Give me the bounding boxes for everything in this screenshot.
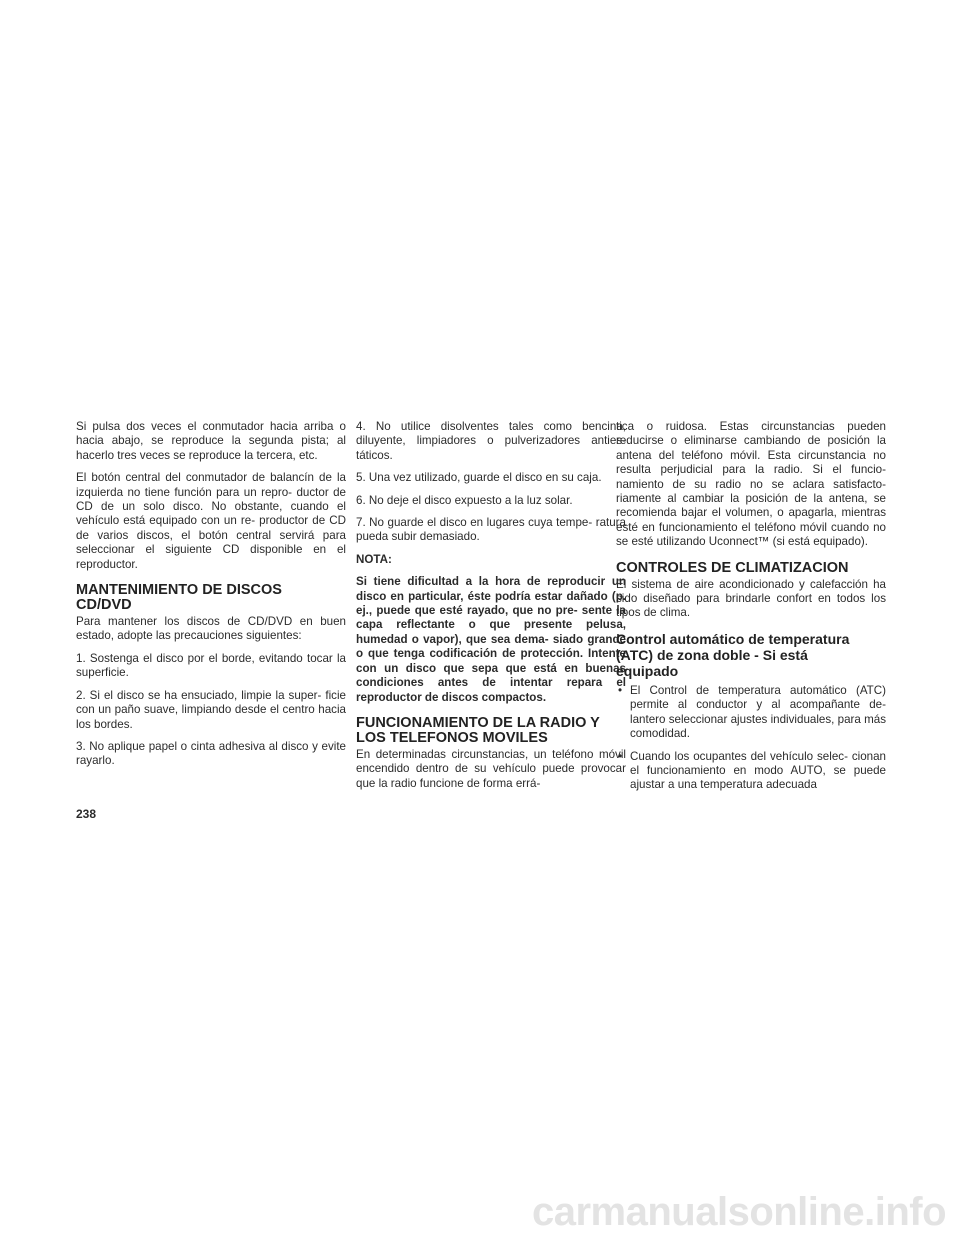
paragraph: El sistema de aire acondicionado y calefacción ha sido diseñado para brindarle confort en todos los tipos de clima.: [616, 577, 886, 620]
heading-line: (ATC) de zona doble - Si está: [616, 646, 808, 663]
bullet-list: [616, 684, 886, 793]
list-item: 1. Sostenga el disco por el borde, evitando tocar la superficie.: [76, 651, 346, 680]
list-item: 5. Una vez utilizado, guarde el disco en su caja.: [356, 471, 602, 485]
paragraph: tica o ruidosa. Estas circunstancias pueden reducirse o eliminarse cambiando de posición la antena del teléfono móvil. Esta circunstancia no resulta perjudicial para la radio. Si el funcio- namiento de su radio no se aclara satisfacto- riamente al cambiar la posición de la antena, se recomienda bajar el volumen, o apagarla, mientras esté en funcionamiento el teléfono móvil cuando no se esté utilizando Uconnect™ (si está equipado).: [616, 420, 886, 549]
heading-line: equipado: [616, 662, 679, 679]
text-column-3: [616, 420, 886, 801]
note-label: NOTA:: [356, 552, 392, 566]
text-column-1: [76, 420, 346, 777]
heading-line: MANTENIMIENTO DE DISCOS: [76, 582, 282, 599]
paragraph: Para mantener los discos de CD/DVD en buen estado, adopte las precauciones siguientes:: [76, 615, 346, 643]
list-item: 3. No aplique papel o cinta adhesiva al disco y evite rayarlo.: [76, 739, 346, 768]
list-item: 2. Si el disco se ha ensuciado, limpie la super- ficie con un paño suave, limpiando desde el centro hacia los bordes.: [76, 688, 346, 731]
page-number: 238: [76, 807, 97, 821]
heading-line: CD/DVD: [76, 597, 132, 614]
paragraph: En determinadas circunstancias, un teléfono móvil encendido dentro de su vehículo puede provocar que la radio funcione de forma errá-: [356, 747, 626, 790]
text-column-2: [356, 420, 626, 799]
section-heading: CONTROLES DE CLIMATIZACION: [616, 559, 849, 576]
list-item: 6. No deje el disco expuesto a la luz solar.: [356, 493, 573, 507]
note-text: Si tiene dificultad a la hora de reproducir un disco en particular, éste podría estar dañado (p. ej., puede que esté rayado, que no pre- sente la capa reflectante o que presente pelusa, humedad o vapor), que sea dema- siado grande o que tenga codificación de protección. Intente con un disco que sepa que está en buenas condiciones antes de intentar repara el reproductor de discos compactos.: [356, 575, 626, 704]
heading-line: Control automático de temperatura: [616, 630, 850, 647]
heading-line: LOS TELEFONOS MOVILES: [356, 729, 548, 746]
heading-line: FUNCIONAMIENTO DE LA RADIO Y: [356, 714, 600, 731]
paragraph: El botón central del conmutador de balancín de la izquierda no tiene función para un repro- ductor de CD de un solo disco. No obstante, cuando el vehículo está equipado con un re- productor de CD de varios discos, el botón central servirá para seleccionar el siguiente CD disponible en el reproductor.: [76, 471, 346, 571]
section-heading: [76, 583, 346, 613]
subsection-heading: [616, 631, 886, 679]
bullet-item: • El Control de temperatura automático (ATC) permite al conductor y al acompañante de- lantero seleccionar ajustes individuales, para más comodidad.: [616, 684, 886, 742]
section-heading: [356, 716, 626, 746]
list-item: 7. No guarde el disco en lugares cuya tempe- ratura pueda subir demasiado.: [356, 516, 626, 544]
bullet-item: • Cuando los ocupantes del vehículo selec- cionan el funcionamiento en modo AUTO, se puede ajustar a una temperatura adecuada: [616, 750, 886, 793]
paragraph: Si pulsa dos veces el conmutador hacia arriba o hacia abajo, se reproduce la segunda pista; al hacerlo tres veces se reproduce la tercera, etc.: [76, 420, 346, 462]
list-item: 4. No utilice disolventes tales como bencina, diluyente, limpiadores o pulverizadores anties- táticos.: [356, 420, 626, 462]
watermark: carmanualsonline.info: [531, 1190, 946, 1234]
